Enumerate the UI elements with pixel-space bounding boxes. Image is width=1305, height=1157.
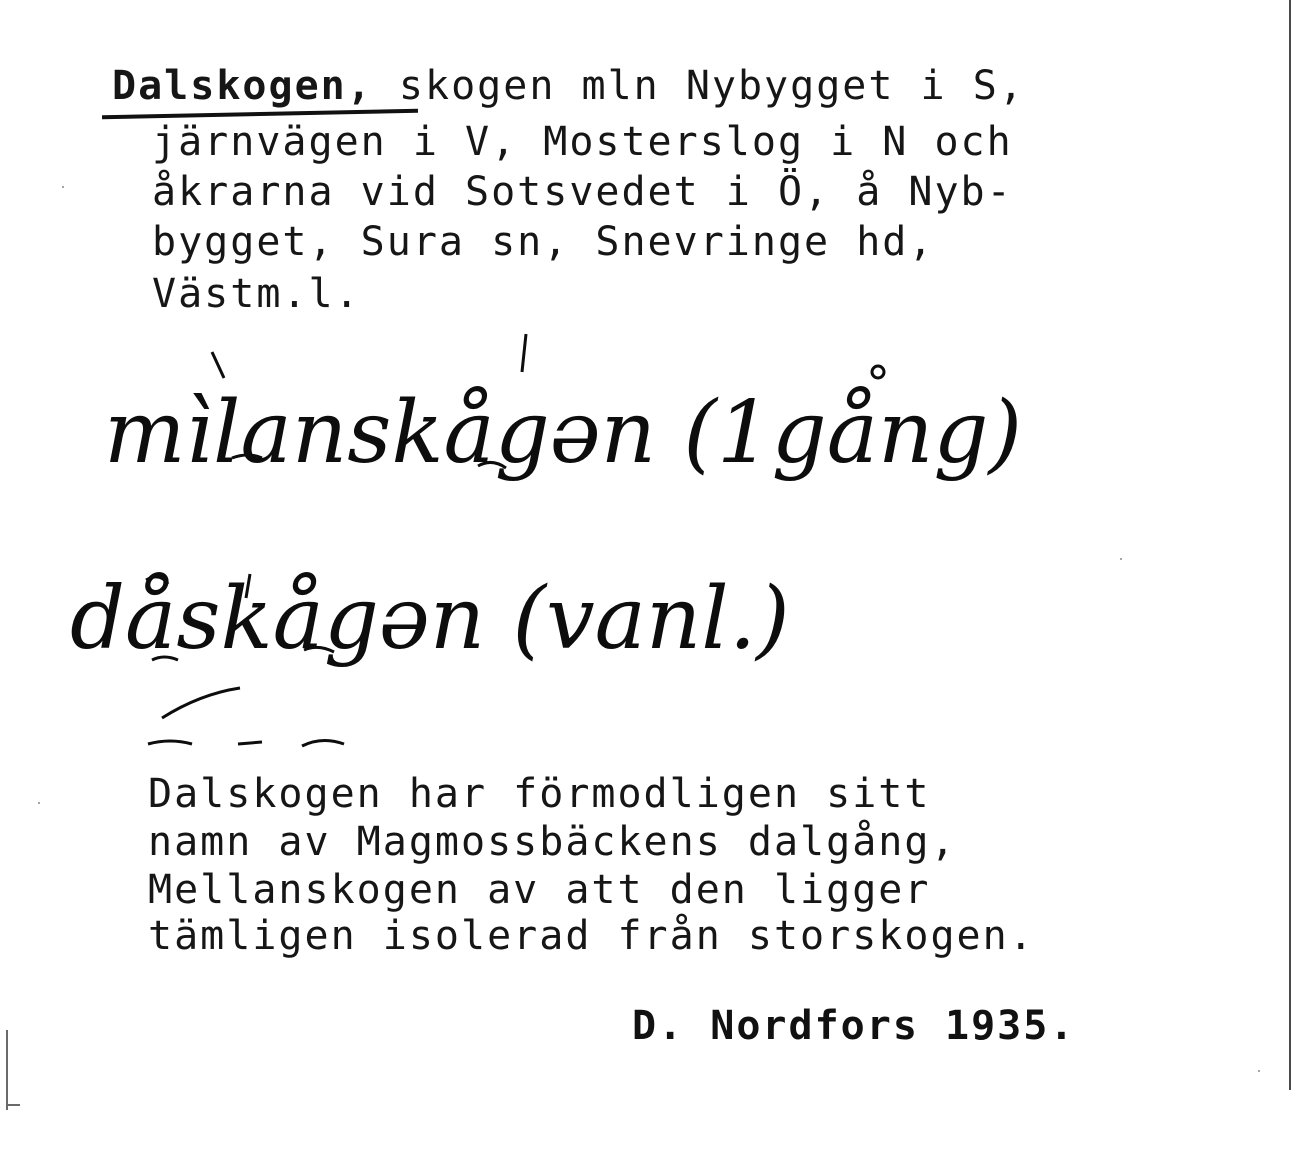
headword: Dalskogen,	[112, 63, 373, 109]
length-mark	[238, 742, 262, 744]
stress-mark	[162, 688, 240, 718]
ring-mark	[872, 366, 884, 378]
pronunciation-2: dåskågən (vanl.)	[70, 569, 790, 669]
note-line-1: Dalskogen har förmodligen sitt	[148, 771, 931, 817]
note-line-2: namn av Magmossbäckens dalgång,	[148, 819, 957, 865]
accent-mark	[212, 352, 224, 378]
scan-speck	[1258, 1070, 1260, 1072]
tilde-mark	[148, 741, 192, 744]
signature: D. Nordfors 1935.	[632, 1003, 1076, 1049]
pronunciation-1: mìlanskågən (1gång)	[104, 383, 1022, 483]
entry-line-3: åkrarna vid Sotsvedet i Ö, å Nyb-	[152, 169, 1013, 215]
scan-speck	[62, 186, 64, 188]
entry-line-1-rest: skogen mln Nybygget i S,	[372, 63, 1025, 109]
note-line-4: tämligen isolerad från storskogen.	[148, 913, 1035, 959]
accent-mark	[522, 334, 526, 372]
entry-line-2: järnvägen i V, Mosterslog i N och	[152, 119, 1013, 165]
entry-line-4: bygget, Sura sn, Snevringe hd,	[152, 219, 935, 265]
entry-line-5: Västm.l.	[152, 271, 361, 317]
scan-speck	[38, 802, 40, 804]
scan-speck	[1120, 558, 1122, 560]
note-line-3: Mellanskogen av att den ligger	[148, 867, 931, 913]
tilde-mark	[302, 740, 344, 746]
